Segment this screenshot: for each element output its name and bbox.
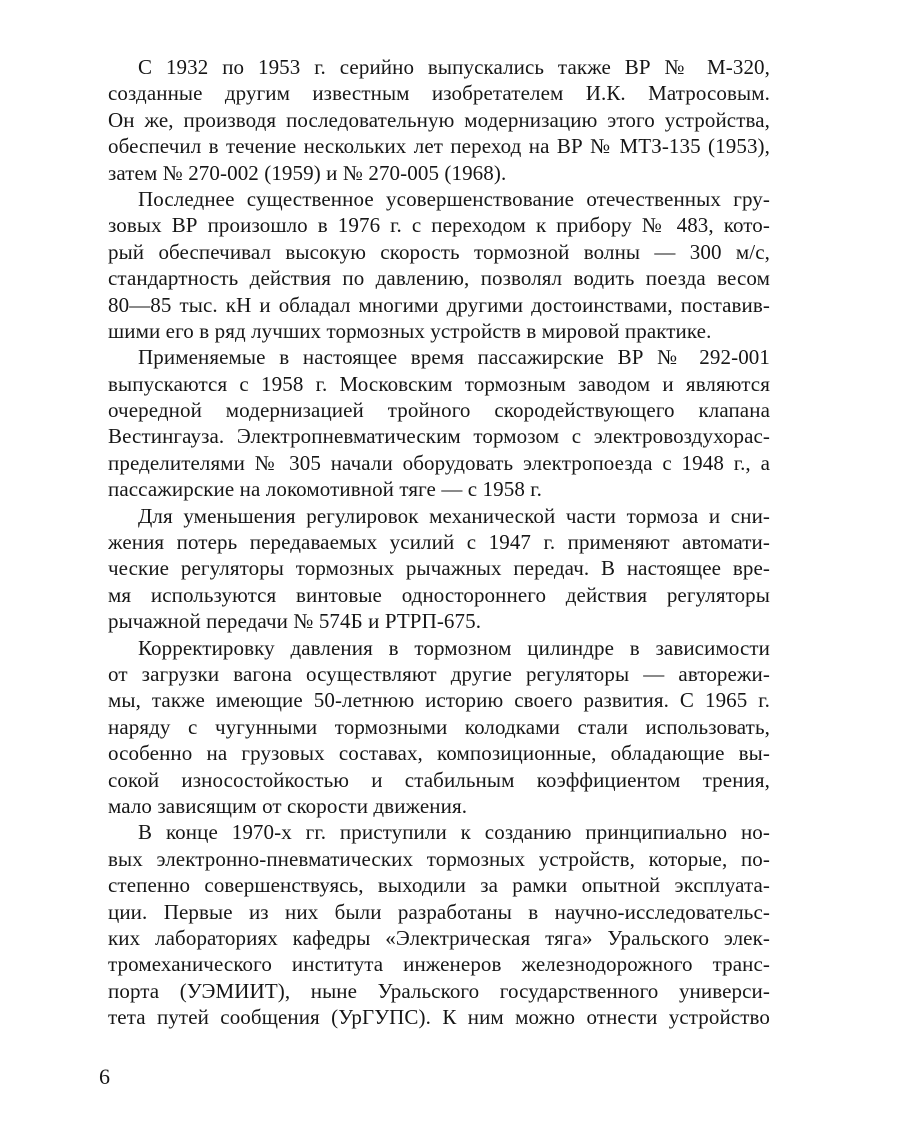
text-line: ции. Первые из них были разработаны в научно-исследовательс- [108, 899, 770, 924]
text-line: порта (УЭМИИТ), ныне Уральского государственного универси- [108, 978, 770, 1003]
text-line: Применяемые в настоящее время пассажирские ВР № 292-001 [138, 345, 770, 370]
page-number: 6 [99, 1064, 110, 1089]
text-line: степенно совершенствуясь, выходили за рамки опытной эксплуата- [108, 873, 770, 898]
text-line: тета путей сообщения (УрГУПС). К ним можно отнести устройство [108, 1005, 770, 1030]
text-line: выпускаются с 1958 г. Московским тормозным заводом и являются [108, 371, 770, 396]
text-line: ческие регуляторы тормозных рычажных передач. В настоящее вре- [108, 556, 770, 581]
paragraph [108, 819, 770, 1030]
text-line: Корректировку давления в тормозном цилиндре в зависимости [138, 635, 770, 660]
text-line: рый обеспечивал высокую скорость тормозной волны — 300 м/с, [108, 239, 770, 264]
text-line: Последнее существенное усовершенствование отечественных гру- [138, 186, 770, 211]
text-line: тромеханического института инженеров железнодорожного транс- [108, 952, 770, 977]
text-line: созданные другим известным изобретателем И.К. Матросовым. [108, 81, 770, 106]
text-line: сокой износостойкостью и стабильным коэффициентом трения, [108, 767, 770, 792]
text-line: затем № 270-002 (1959) и № 270-005 (1968). [108, 160, 507, 185]
text-block [108, 54, 770, 1030]
paragraph [108, 54, 770, 186]
paragraph [108, 503, 770, 635]
text-line: мало зависящим от скорости движения. [108, 793, 468, 818]
text-line: рычажной передачи № 574Б и РТРП-675. [108, 609, 482, 634]
text-line: Вестингауза. Электропневматическим тормозом с электровоздухорас- [108, 424, 770, 449]
text-line: шими его в ряд лучших тормозных устройств в мировой практике. [108, 318, 712, 343]
text-line: В конце 1970-х гг. приступили к созданию принципиально но- [138, 820, 770, 845]
text-line: наряду с чугунными тормозными колодками стали использовать, [108, 714, 770, 739]
text-line: Он же, производя последовательную модернизацию этого устройства, [108, 107, 770, 132]
paragraph [108, 635, 770, 820]
text-line: 80—85 тыс. кН и обладал многими другими достоинствами, поставив- [108, 292, 770, 317]
text-line: особенно на грузовых составах, композиционные, обладающие вы- [108, 741, 770, 766]
text-line: от загрузки вагона осуществляют другие регуляторы — авторежи- [108, 661, 770, 686]
text-line: жения потерь передаваемых усилий с 1947 г. применяют автомати- [108, 530, 770, 555]
text-line: пределителями № 305 начали оборудовать электропоезда с 1948 г., а [108, 450, 770, 475]
text-line: пассажирские на локомотивной тяге — с 1958 г. [108, 477, 542, 502]
text-line: обеспечил в течение нескольких лет переход на ВР № МТЗ-135 (1953), [108, 134, 770, 159]
text-line: С 1932 по 1953 г. серийно выпускались также ВР № М-320, [138, 55, 770, 79]
text-line: очередной модернизацией тройного скородействующего клапана [108, 398, 770, 423]
text-line: мя используются винтовые одностороннего действия регуляторы [108, 582, 770, 607]
text-line: зовых ВР произошло в 1976 г. с переходом к прибору № 483, кото- [108, 213, 770, 238]
text-line: мы, также имеющие 50-летнюю историю своего развития. С 1965 г. [108, 688, 770, 713]
text-line: ких лабораториях кафедры «Электрическая тяга» Уральского элек- [108, 925, 770, 950]
paragraph [108, 344, 770, 502]
text-line: вых электронно-пневматических тормозных устройств, которые, по- [108, 846, 770, 871]
text-line: Для уменьшения регулировок механической части тормоза и сни- [138, 503, 770, 528]
text-line: стандартность действия по давлению, позволял водить поезда весом [108, 266, 770, 291]
paragraph [108, 186, 770, 344]
